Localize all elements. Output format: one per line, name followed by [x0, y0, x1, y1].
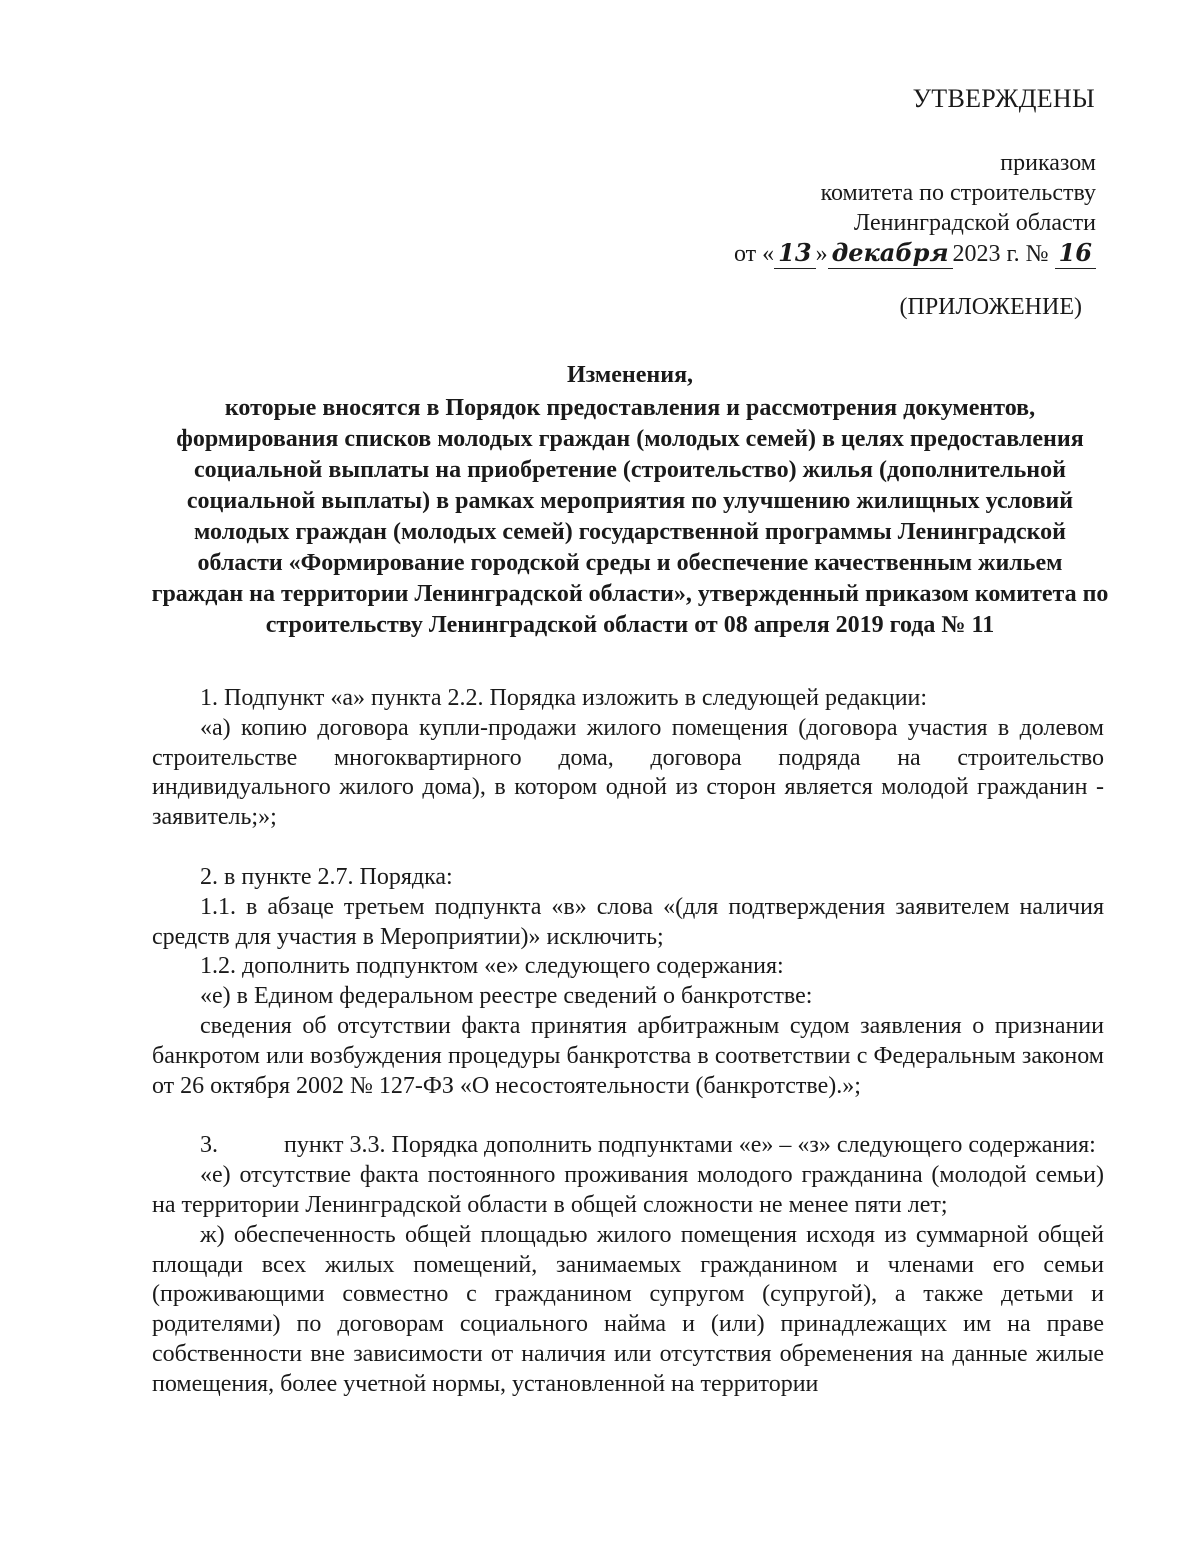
- paragraph-1: 1. Подпункт «а» пункта 2.2. Порядка изложить в следующей редакции:: [200, 685, 928, 711]
- order-line-3: Ленинградской области: [853, 210, 1096, 236]
- date-mid: »: [815, 241, 828, 267]
- paragraph-5: 1.2. дополнить подпунктом «е» следующего содержания:: [200, 953, 784, 980]
- paragraph-8: [152, 1131, 1104, 1161]
- paragraph-3: 2. в пункте 2.7. Порядка:: [200, 863, 453, 890]
- approved-label: УТВЕРЖДЕНЫ: [912, 84, 1095, 113]
- handwritten-day: 13: [774, 238, 815, 269]
- item-number: 3.: [200, 1132, 218, 1159]
- order-date-line: [576, 238, 1096, 269]
- order-line-1: приказом: [1000, 150, 1096, 176]
- paragraph-9: «е) отсутствие факта постоянного проживания молодого гражданина (молодой семьи) на территории Ленинградской области в общей сложности не менее пяти лет;: [152, 1162, 1104, 1218]
- handwritten-month: декабря: [828, 238, 953, 269]
- paragraph-4: 1.1. в абзаце третьем подпункта «в» слова «(для подтверждения заявителем наличия средств для участия в Мероприятии)» исключить;: [152, 893, 1104, 950]
- order-reference: [576, 148, 1096, 269]
- title-head: Изменения,: [566, 362, 694, 388]
- handwritten-order-number: 16: [1055, 238, 1096, 269]
- paragraph-2: «а) копию договора купли-продажи жилого помещения (договора участия в долевом строительстве многоквартирного дома, договора подряда на строительство индивидуального жилого дома), в котором одной из сторон является молодой гражданин - заявитель;»;: [152, 714, 1104, 831]
- title-text: которые вносятся в Порядок предоставления и рассмотрения документов, формирования списков молодых граждан (молодых семей) в целях предоставления социальной выплаты на приобретение (строительство) жилья (дополнительной социальной выплаты) в рамках мероприятия по улучшению жилищных условий молодых граждан (молодых семей) государственной программы Ленинградской области «Формирование городской среды и обеспечение качественным жильем граждан на территории Ленинградской области», утвержденный приказом комитета по строительству Ленинградской области от 08 апреля 2019 года № 11: [151, 395, 1109, 638]
- paragraph-gap: [152, 833, 1104, 863]
- date-year: 2023 г. №: [952, 241, 1049, 267]
- paragraph-8-text: пункт 3.3. Порядка дополнить подпунктами «е» – «з» следующего содержания:: [284, 1132, 1096, 1159]
- paragraph-7: сведения об отсутствии факта принятия арбитражным судом заявления о признании банкротом или возбуждения процедуры банкротства в соответствии с Федеральным законом от 26 октября 2002 № 127-ФЗ «О несостоятельности (банкротстве).»;: [152, 1012, 1104, 1099]
- paragraph-gap: [152, 1101, 1104, 1131]
- date-prefix: от «: [734, 241, 775, 267]
- appendix-label: (ПРИЛОЖЕНИЕ): [899, 294, 1082, 320]
- document-body: [152, 684, 1104, 1400]
- paragraph-10: ж) обеспеченность общей площадью жилого помещения исходя из суммарной общей площади всех жилых помещений, занимаемых гражданином и членами его семьи (проживающими совместно с гражданином супругом (супругой), а также детьми и родителями) по договорам социального найма и (или) принадлежащих им на праве собственности вне зависимости от наличия или отсутствия обременения на данные жилые помещения, более учетной нормы, установленной на территории: [152, 1221, 1104, 1397]
- order-line-2: комитета по строительству: [820, 180, 1096, 206]
- paragraph-6: «е) в Едином федеральном реестре сведений о банкротстве:: [200, 983, 813, 1010]
- document-title: [150, 360, 1110, 641]
